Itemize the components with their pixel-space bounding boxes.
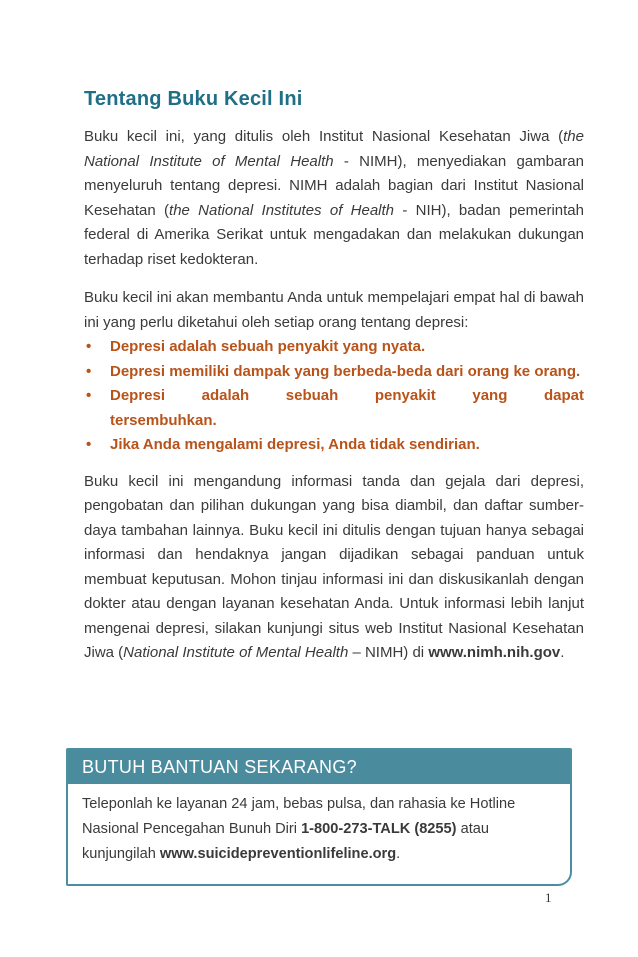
hotline-phone[interactable]: 1-800-273-TALK (8255): [301, 821, 457, 837]
help-box: [66, 748, 572, 886]
intro-text-2: - NIMH), menyediakan gambaran menyeluruh tentang depresi. NIMH adalah bagian dari Institut Nasional Kesehatan (: [84, 152, 584, 219]
intro-paragraph: [84, 125, 584, 272]
info-text-1: Buku kecil ini mengandung informasi tanda dan gejala dari depresi, pengobatan dan pilihan dukungan yang bisa diambil, dan daftar sumber-daya tambahan lainnya. Buku kecil ini ditulis dengan tujuan hanya sebagai informasi dan hendaknya jangan dijadikan sebagai panduan untuk membuat keputusan. Mohon tinjau informasi ini dan diskusikanlah dengan dokter atau dengan layanan kesehatan Anda. Untuk informasi lebih lanjut mengenai depresi, silakan kunjungi situs web Institut Nasional Kesehatan Jiwa (: [84, 472, 584, 661]
key-point-text: Depresi memiliki dampak yang berbeda-beda dari orang ke orang.: [110, 362, 581, 380]
key-point: [84, 360, 584, 385]
help-text-3: .: [396, 846, 401, 862]
help-text-2: atau kunjungilah: [82, 821, 489, 862]
bullet-icon: •: [86, 338, 92, 355]
page-number: 1: [545, 890, 552, 905]
key-point: [84, 335, 584, 360]
lifeline-link[interactable]: www.suicidepreventionlifeline.org: [159, 846, 397, 862]
help-box-header: BUTUH BANTUAN SEKARANG?: [68, 750, 570, 784]
bullet-icon: •: [86, 387, 92, 404]
info-paragraph: [84, 470, 584, 666]
help-text-1: Teleponlah ke layanan 24 jam, bebas pulsa, dan rahasia ke Hotline Nasional Pencegahan Bunuh Diri: [82, 796, 516, 837]
intro-italic-1: the National Institute of Mental Health: [84, 128, 584, 170]
intro-italic-2: the National Institutes of Health: [169, 201, 395, 219]
info-text-3: .: [560, 644, 565, 661]
bullet-icon: •: [86, 436, 92, 453]
info-italic: National Institute of Mental Health: [123, 644, 349, 661]
key-point-text: Jika Anda mengalami depresi, Anda tidak sendirian.: [110, 436, 480, 453]
key-point: [84, 384, 584, 433]
key-point-text: Depresi adalah sebuah penyakit yang dapat tersembuhkan.: [110, 387, 584, 429]
page-content: [84, 88, 584, 680]
info-text-2: – NIMH) di: [348, 644, 429, 661]
points-intro-paragraph: Buku kecil ini akan membantu Anda untuk mempelajari empat hal di bawah ini yang perlu diketahui oleh setiap orang tentang depresi:: [84, 289, 584, 331]
bullet-icon: •: [86, 362, 92, 380]
key-point: [84, 433, 584, 458]
intro-text-1: Buku kecil ini, yang ditulis oleh Institut Nasional Kesehatan Jiwa (: [84, 128, 564, 145]
key-point-text: Depresi adalah sebuah penyakit yang nyata.: [110, 338, 426, 355]
intro-text-3: - NIH), badan pemerintah federal di Amerika Serikat untuk mengadakan dan melakukan dukungan terhadap riset kedokteran.: [84, 201, 584, 268]
key-points-list: [84, 335, 584, 458]
help-box-body: [68, 784, 570, 867]
nimh-link[interactable]: www.nimh.nih.gov: [428, 644, 561, 661]
page-title: Tentang Buku Kecil Ini: [84, 88, 303, 110]
